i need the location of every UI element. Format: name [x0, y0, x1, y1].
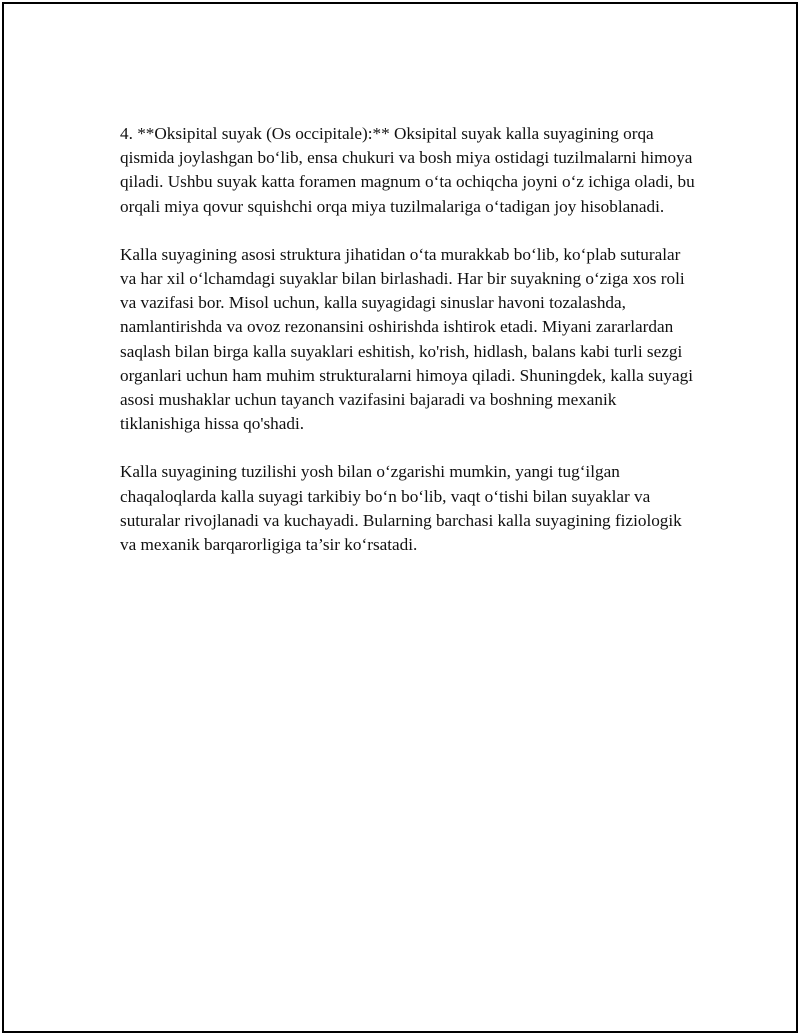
paragraph-occipital-bone: 4. **Oksipital suyak (Os occipitale):** Oksipital suyak kalla suyagining orqa qismida joylashgan bo‘lib, ensa chukuri va bosh miya ostidagi tuzilmalarni himoya qiladi. Ushbu suyak katta foramen magnum o‘ta ochiqcha joyni o‘z ichiga oladi, bu orqali miya qovur squishchi orqa miya tuzilmalariga o‘tadigan joy hisoblanadi. — [120, 124, 695, 216]
paragraph-skull-development: Kalla suyagining tuzilishi yosh bilan o‘zgarishi mumkin, yangi tug‘ilgan chaqaloqlarda kalla suyagi tarkibiy bo‘n bo‘lib, vaqt o‘tishi bilan suyaklar va suturalar rivojlanadi va kuchayadi. Bularning barchasi kalla suyagining fiziologik va mexanik barqarorligiga ta’sir ko‘rsatadi. — [120, 462, 682, 555]
paragraph-skull-base-structure: Kalla suyagining asosi struktura jihatidan o‘ta murakkab bo‘lib, ko‘plab suturalar va har xil o‘lchamdagi suyaklar bilan birlashadi. Har bir suyakning o‘ziga xos roli va vazifasi bor. Misol uchun, kalla suyagidagi sinuslar havoni tozalashda, namlantirishda va ovoz rezonansini oshirishda ishtirok etadi. Miyani zararlardan saqlash bilan birga kalla suyaklari eshitish, ko'rish, hidlash, balans kabi turli sezgi organlari uchun ham muhim strukturalarni himoya qiladi. Shuningdek, kalla suyagi asosi mushaklar uchun tayanch vazifasini bajaradi va boshning mexanik tiklanishiga hissa qo'shadi. — [120, 244, 693, 434]
document-body — [120, 122, 700, 581]
page-frame — [2, 2, 798, 1033]
